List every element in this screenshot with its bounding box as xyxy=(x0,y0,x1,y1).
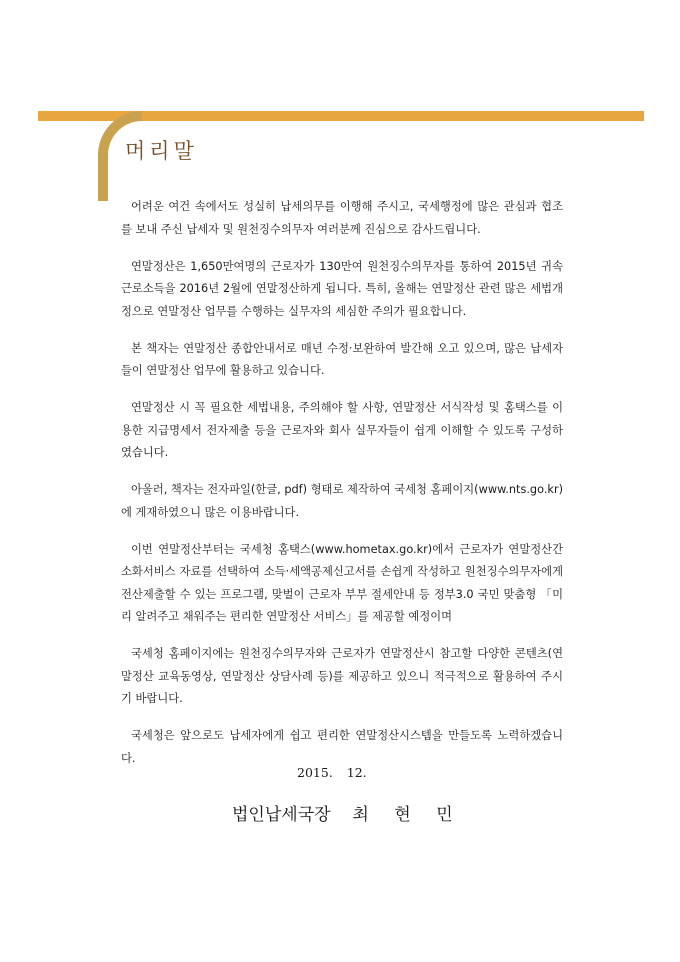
paragraph-greeting: 어려운 여건 속에서도 성실히 납세의무를 이행해 주시고, 국세행정에 많은 관심과 협조를 보내 주신 납세자 및 원천징수의무자 여러분께 진심으로 감사드립니다. xyxy=(121,200,563,236)
signature xyxy=(232,800,463,825)
signature-name: 최 현 민 xyxy=(352,805,463,825)
paragraph-contents: 연말정산 시 꼭 필요한 세법내용, 주의해야 할 사항, 연말정산 서식작성 및 홈택스를 이용한 지급명세서 전자제출 등을 근로자와 회사 실무자들이 쉽게 이해할 수 있도록 구성하였습니다. xyxy=(121,401,563,459)
paragraph-year-end-overview: 연말정산은 1,650만여명의 근로자가 130만여 원천징수의무자를 통하여 2015년 귀속 근로소득을 2016년 2월에 연말정산하게 됩니다. 특히, 올해는 연말정산 관련 많은 세법개정으로 연말정산 업무를 수행하는 실무자의 세심한 주의가 필요합니다. xyxy=(121,259,563,318)
paragraph-homepage-content: 국세청 홈페이지에는 원천징수의무자와 근로자가 연말정산시 참고할 다양한 콘텐츠(연말정산 교육동영상, 연말정산 상담사례 등)를 제공하고 있으니 적극적으로 활용하여 주시기 바랍니다. xyxy=(121,647,563,705)
paragraph-closing: 국세청은 앞으로도 납세자에게 쉽고 편리한 연말정산시스템을 만들도록 노력하겠습니다. xyxy=(121,729,563,765)
paragraph-digital-file: 아울러, 책자는 전자파일(한글, pdf) 형태로 제작하여 국세청 홈페이지(www.nts.go.kr)에 게재하였으니 많은 이용바랍니다. xyxy=(121,483,564,519)
paragraph-hometax-service: 이번 연말정산부터는 국세청 홈택스(www.hometax.go.kr)에서 근로자가 연말정산간소화서비스 자료를 선택하여 소득·세액공제신고서를 손쉽게 작성하고 원천징수의무자에게 전산제출할 수 있는 프로그램, 맞벌이 근로자 부부 절세안내 등 정부3.0 국민 맞춤형 「미리 알려주고 채워주는 편리한 연말정산 서비스」를 제공할 예정이며 xyxy=(121,542,563,623)
preface-body xyxy=(121,196,563,785)
signature-position: 법인납세국장 xyxy=(232,805,331,825)
page-title: 머리말 xyxy=(125,139,198,163)
publication-date: 2015. 12. xyxy=(297,765,367,780)
paragraph-guide-intro: 본 책자는 연말정산 종합안내서로 매년 수정·보완하여 발간해 오고 있으며, 많은 납세자들이 연말정산 업무에 활용하고 있습니다. xyxy=(121,341,563,377)
